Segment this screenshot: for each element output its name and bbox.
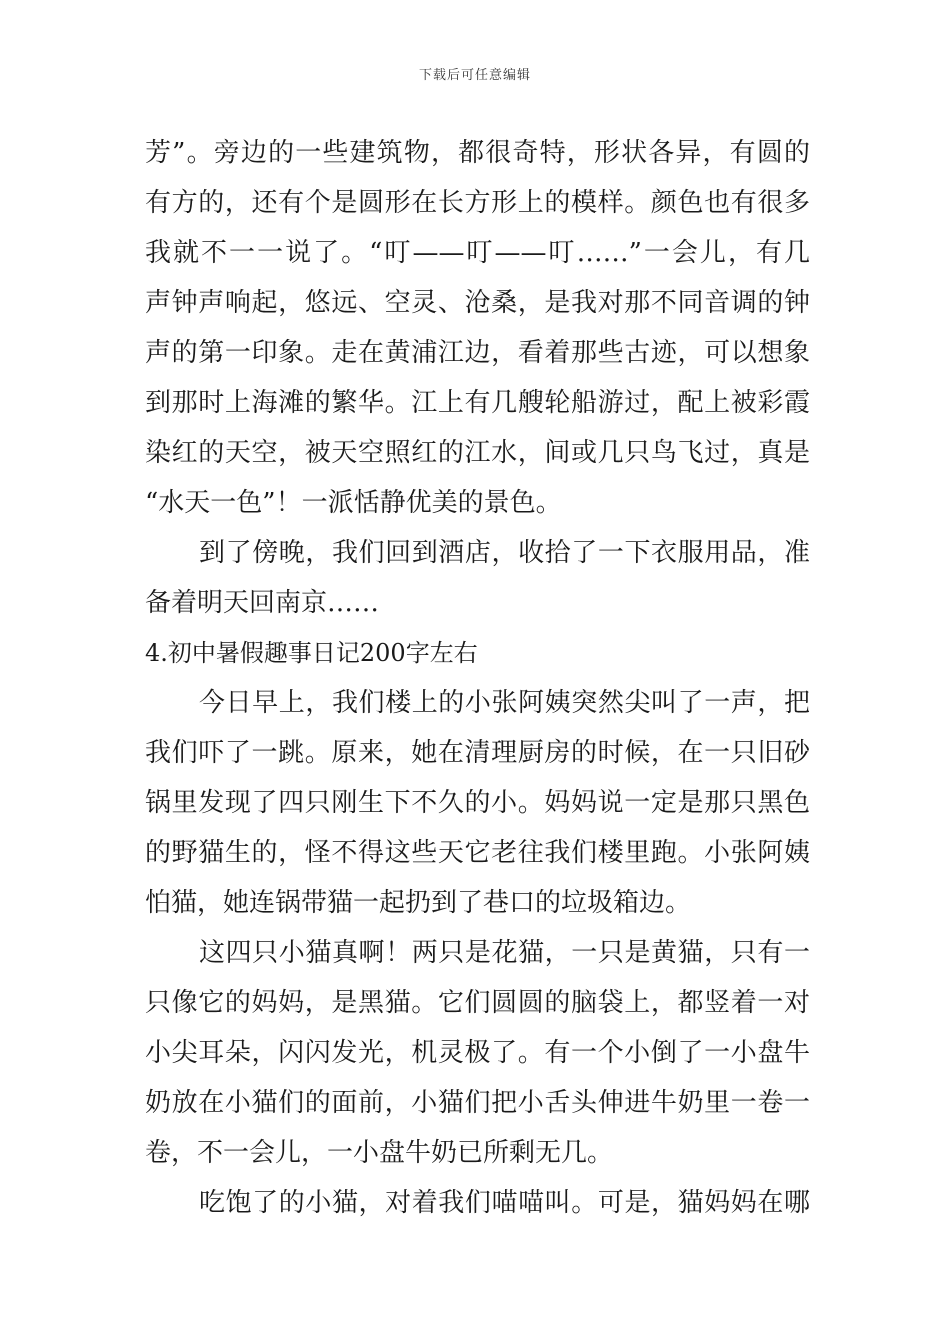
paragraph xyxy=(145,528,810,628)
paragraph xyxy=(145,1178,810,1228)
heading-text: 4.初中暑假趣事日记200字左右 xyxy=(145,639,478,667)
text-line: 到了傍晚，我们回到酒店，收拾了一下衣服用品，准 xyxy=(199,538,810,568)
text-line: 的野猫生的，怪不得这些天它老往我们楼里跑。小张阿姨 xyxy=(145,838,810,868)
text-line: 芳”。旁边的一些建筑物，都很奇特，形状各异，有圆的 xyxy=(145,138,810,168)
text-line: “水天一色”！一派恬静优美的景色。 xyxy=(145,488,562,518)
text-line: 声钟声响起，悠远、空灵、沧桑，是我对那不同音调的钟 xyxy=(145,288,810,318)
document-body xyxy=(145,128,810,1228)
text-line: 怕猫，她连锅带猫一起扔到了巷口的垃圾箱边。 xyxy=(145,888,692,918)
text-line: 吃饱了的小猫，对着我们喵喵叫。可是，猫妈妈在哪 xyxy=(199,1188,810,1218)
paragraph xyxy=(145,928,810,1178)
text-line: 卷，不一会儿，一小盘牛奶已所剩无几。 xyxy=(145,1138,614,1168)
text-line: 我就不一一说了。“叮——叮——叮……”一会儿，有几 xyxy=(145,238,810,268)
text-line: 只像它的妈妈，是黑猫。它们圆圆的脑袋上，都竖着一对 xyxy=(145,988,810,1018)
text-line: 声的第一印象。走在黄浦江边，看着那些古迹，可以想象 xyxy=(145,338,810,368)
text-line: 锅里发现了四只刚生下不久的小。妈妈说一定是那只黑色 xyxy=(145,788,810,818)
paragraph xyxy=(145,678,810,928)
text-line: 今日早上，我们楼上的小张阿姨突然尖叫了一声，把 xyxy=(199,688,810,718)
text-line: 备着明天回南京…… xyxy=(145,588,380,618)
text-line: 我们吓了一跳。原来，她在清理厨房的时候，在一只旧砂 xyxy=(145,738,810,768)
text-line: 染红的天空，被天空照红的江水，间或几只鸟飞过，真是 xyxy=(145,438,810,468)
section-heading xyxy=(145,628,810,678)
page-header-note: 下载后可任意编辑 xyxy=(418,68,531,83)
text-line: 这四只小猫真啊！两只是花猫，一只是黄猫，只有一 xyxy=(199,938,810,968)
paragraph xyxy=(145,128,810,528)
text-line: 到那时上海滩的繁华。江上有几艘轮船游过，配上被彩霞 xyxy=(145,388,810,418)
text-line: 奶放在小猫们的面前，小猫们把小舌头伸进牛奶里一卷一 xyxy=(145,1088,810,1118)
text-line: 小尖耳朵，闪闪发光，机灵极了。有一个小倒了一小盘牛 xyxy=(145,1038,810,1068)
text-line: 有方的，还有个是圆形在长方形上的模样。颜色也有很多 xyxy=(145,188,810,218)
